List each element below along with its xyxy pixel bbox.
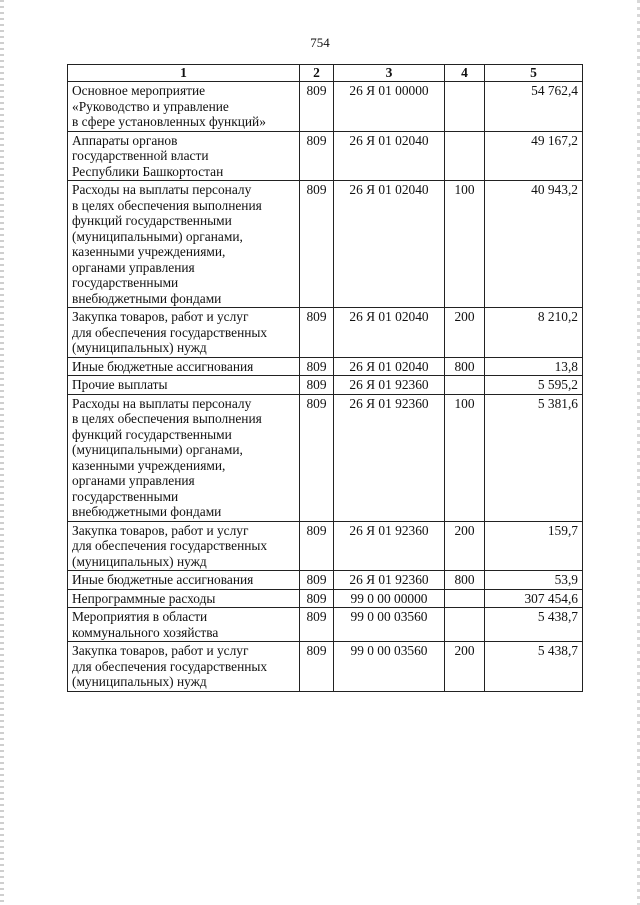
row-expense-type: 100 xyxy=(445,181,485,308)
row-amount: 5 438,7 xyxy=(485,642,583,692)
row-name: Закупка товаров, работ и услуг для обеспечения государственных (муниципальных) нужд xyxy=(68,521,300,571)
table-row xyxy=(68,308,583,358)
row-expense-type: 200 xyxy=(445,521,485,571)
row-ministry-code: 809 xyxy=(300,608,334,642)
row-ministry-code: 809 xyxy=(300,181,334,308)
row-ministry-code: 809 xyxy=(300,131,334,181)
table-row xyxy=(68,394,583,521)
row-ministry-code: 809 xyxy=(300,589,334,608)
row-target-code: 26 Я 01 02040 xyxy=(334,181,445,308)
row-name: Непрограммные расходы xyxy=(68,589,300,608)
row-target-code: 26 Я 01 02040 xyxy=(334,308,445,358)
row-expense-type: 100 xyxy=(445,394,485,521)
row-ministry-code: 809 xyxy=(300,394,334,521)
table-row xyxy=(68,608,583,642)
row-amount: 5 438,7 xyxy=(485,608,583,642)
row-expense-type: 200 xyxy=(445,642,485,692)
header-col-3: 3 xyxy=(334,65,445,82)
budget-table xyxy=(67,64,583,692)
row-expense-type xyxy=(445,608,485,642)
row-target-code: 26 Я 01 92360 xyxy=(334,521,445,571)
row-target-code: 26 Я 01 02040 xyxy=(334,357,445,376)
row-ministry-code: 809 xyxy=(300,82,334,132)
row-amount: 8 210,2 xyxy=(485,308,583,358)
table-row xyxy=(68,376,583,395)
header-col-4: 4 xyxy=(445,65,485,82)
row-ministry-code: 809 xyxy=(300,308,334,358)
row-name: Расходы на выплаты персоналу в целях обеспечения выполнения функций государственными (муниципальными) органами, казенными учреждениями, органами управления государственными внебюджетными фондами xyxy=(68,394,300,521)
row-target-code: 26 Я 01 02040 xyxy=(334,131,445,181)
row-target-code: 26 Я 01 92360 xyxy=(334,376,445,395)
row-name: Основное мероприятие «Руководство и управление в сфере установленных функций» xyxy=(68,82,300,132)
row-ministry-code: 809 xyxy=(300,357,334,376)
row-name: Расходы на выплаты персоналу в целях обеспечения выполнения функций государственными (муниципальными) органами, казенными учреждениями, органами управления государственными внебюджетными фондами xyxy=(68,181,300,308)
scan-edge-left xyxy=(0,0,4,905)
row-amount: 40 943,2 xyxy=(485,181,583,308)
header-col-1: 1 xyxy=(68,65,300,82)
row-name: Мероприятия в области коммунального хозяйства xyxy=(68,608,300,642)
row-amount: 307 454,6 xyxy=(485,589,583,608)
row-target-code: 99 0 00 03560 xyxy=(334,642,445,692)
header-col-5: 5 xyxy=(485,65,583,82)
header-col-2: 2 xyxy=(300,65,334,82)
row-expense-type xyxy=(445,82,485,132)
row-ministry-code: 809 xyxy=(300,376,334,395)
row-ministry-code: 809 xyxy=(300,521,334,571)
table-row xyxy=(68,521,583,571)
row-amount: 13,8 xyxy=(485,357,583,376)
row-name: Прочие выплаты xyxy=(68,376,300,395)
row-name: Аппараты органов государственной власти Республики Башкортостан xyxy=(68,131,300,181)
row-target-code: 26 Я 01 92360 xyxy=(334,571,445,590)
table-row xyxy=(68,357,583,376)
table-row xyxy=(68,589,583,608)
row-expense-type xyxy=(445,589,485,608)
page-number: 754 xyxy=(310,35,330,50)
row-name: Закупка товаров, работ и услуг для обеспечения государственных (муниципальных) нужд xyxy=(68,308,300,358)
row-amount: 54 762,4 xyxy=(485,82,583,132)
table-row xyxy=(68,571,583,590)
row-expense-type: 800 xyxy=(445,571,485,590)
row-target-code: 26 Я 01 00000 xyxy=(334,82,445,132)
header-row xyxy=(68,65,583,82)
row-amount: 5 595,2 xyxy=(485,376,583,395)
row-name: Закупка товаров, работ и услуг для обеспечения государственных (муниципальных) нужд xyxy=(68,642,300,692)
row-ministry-code: 809 xyxy=(300,642,334,692)
row-target-code: 99 0 00 00000 xyxy=(334,589,445,608)
row-name: Иные бюджетные ассигнования xyxy=(68,357,300,376)
row-amount: 49 167,2 xyxy=(485,131,583,181)
row-expense-type xyxy=(445,376,485,395)
row-expense-type xyxy=(445,131,485,181)
row-expense-type: 800 xyxy=(445,357,485,376)
row-amount: 53,9 xyxy=(485,571,583,590)
table-row xyxy=(68,181,583,308)
table-row xyxy=(68,642,583,692)
row-name: Иные бюджетные ассигнования xyxy=(68,571,300,590)
row-amount: 5 381,6 xyxy=(485,394,583,521)
row-amount: 159,7 xyxy=(485,521,583,571)
row-expense-type: 200 xyxy=(445,308,485,358)
table-row xyxy=(68,82,583,132)
table-row xyxy=(68,131,583,181)
row-target-code: 99 0 00 03560 xyxy=(334,608,445,642)
row-ministry-code: 809 xyxy=(300,571,334,590)
row-target-code: 26 Я 01 92360 xyxy=(334,394,445,521)
